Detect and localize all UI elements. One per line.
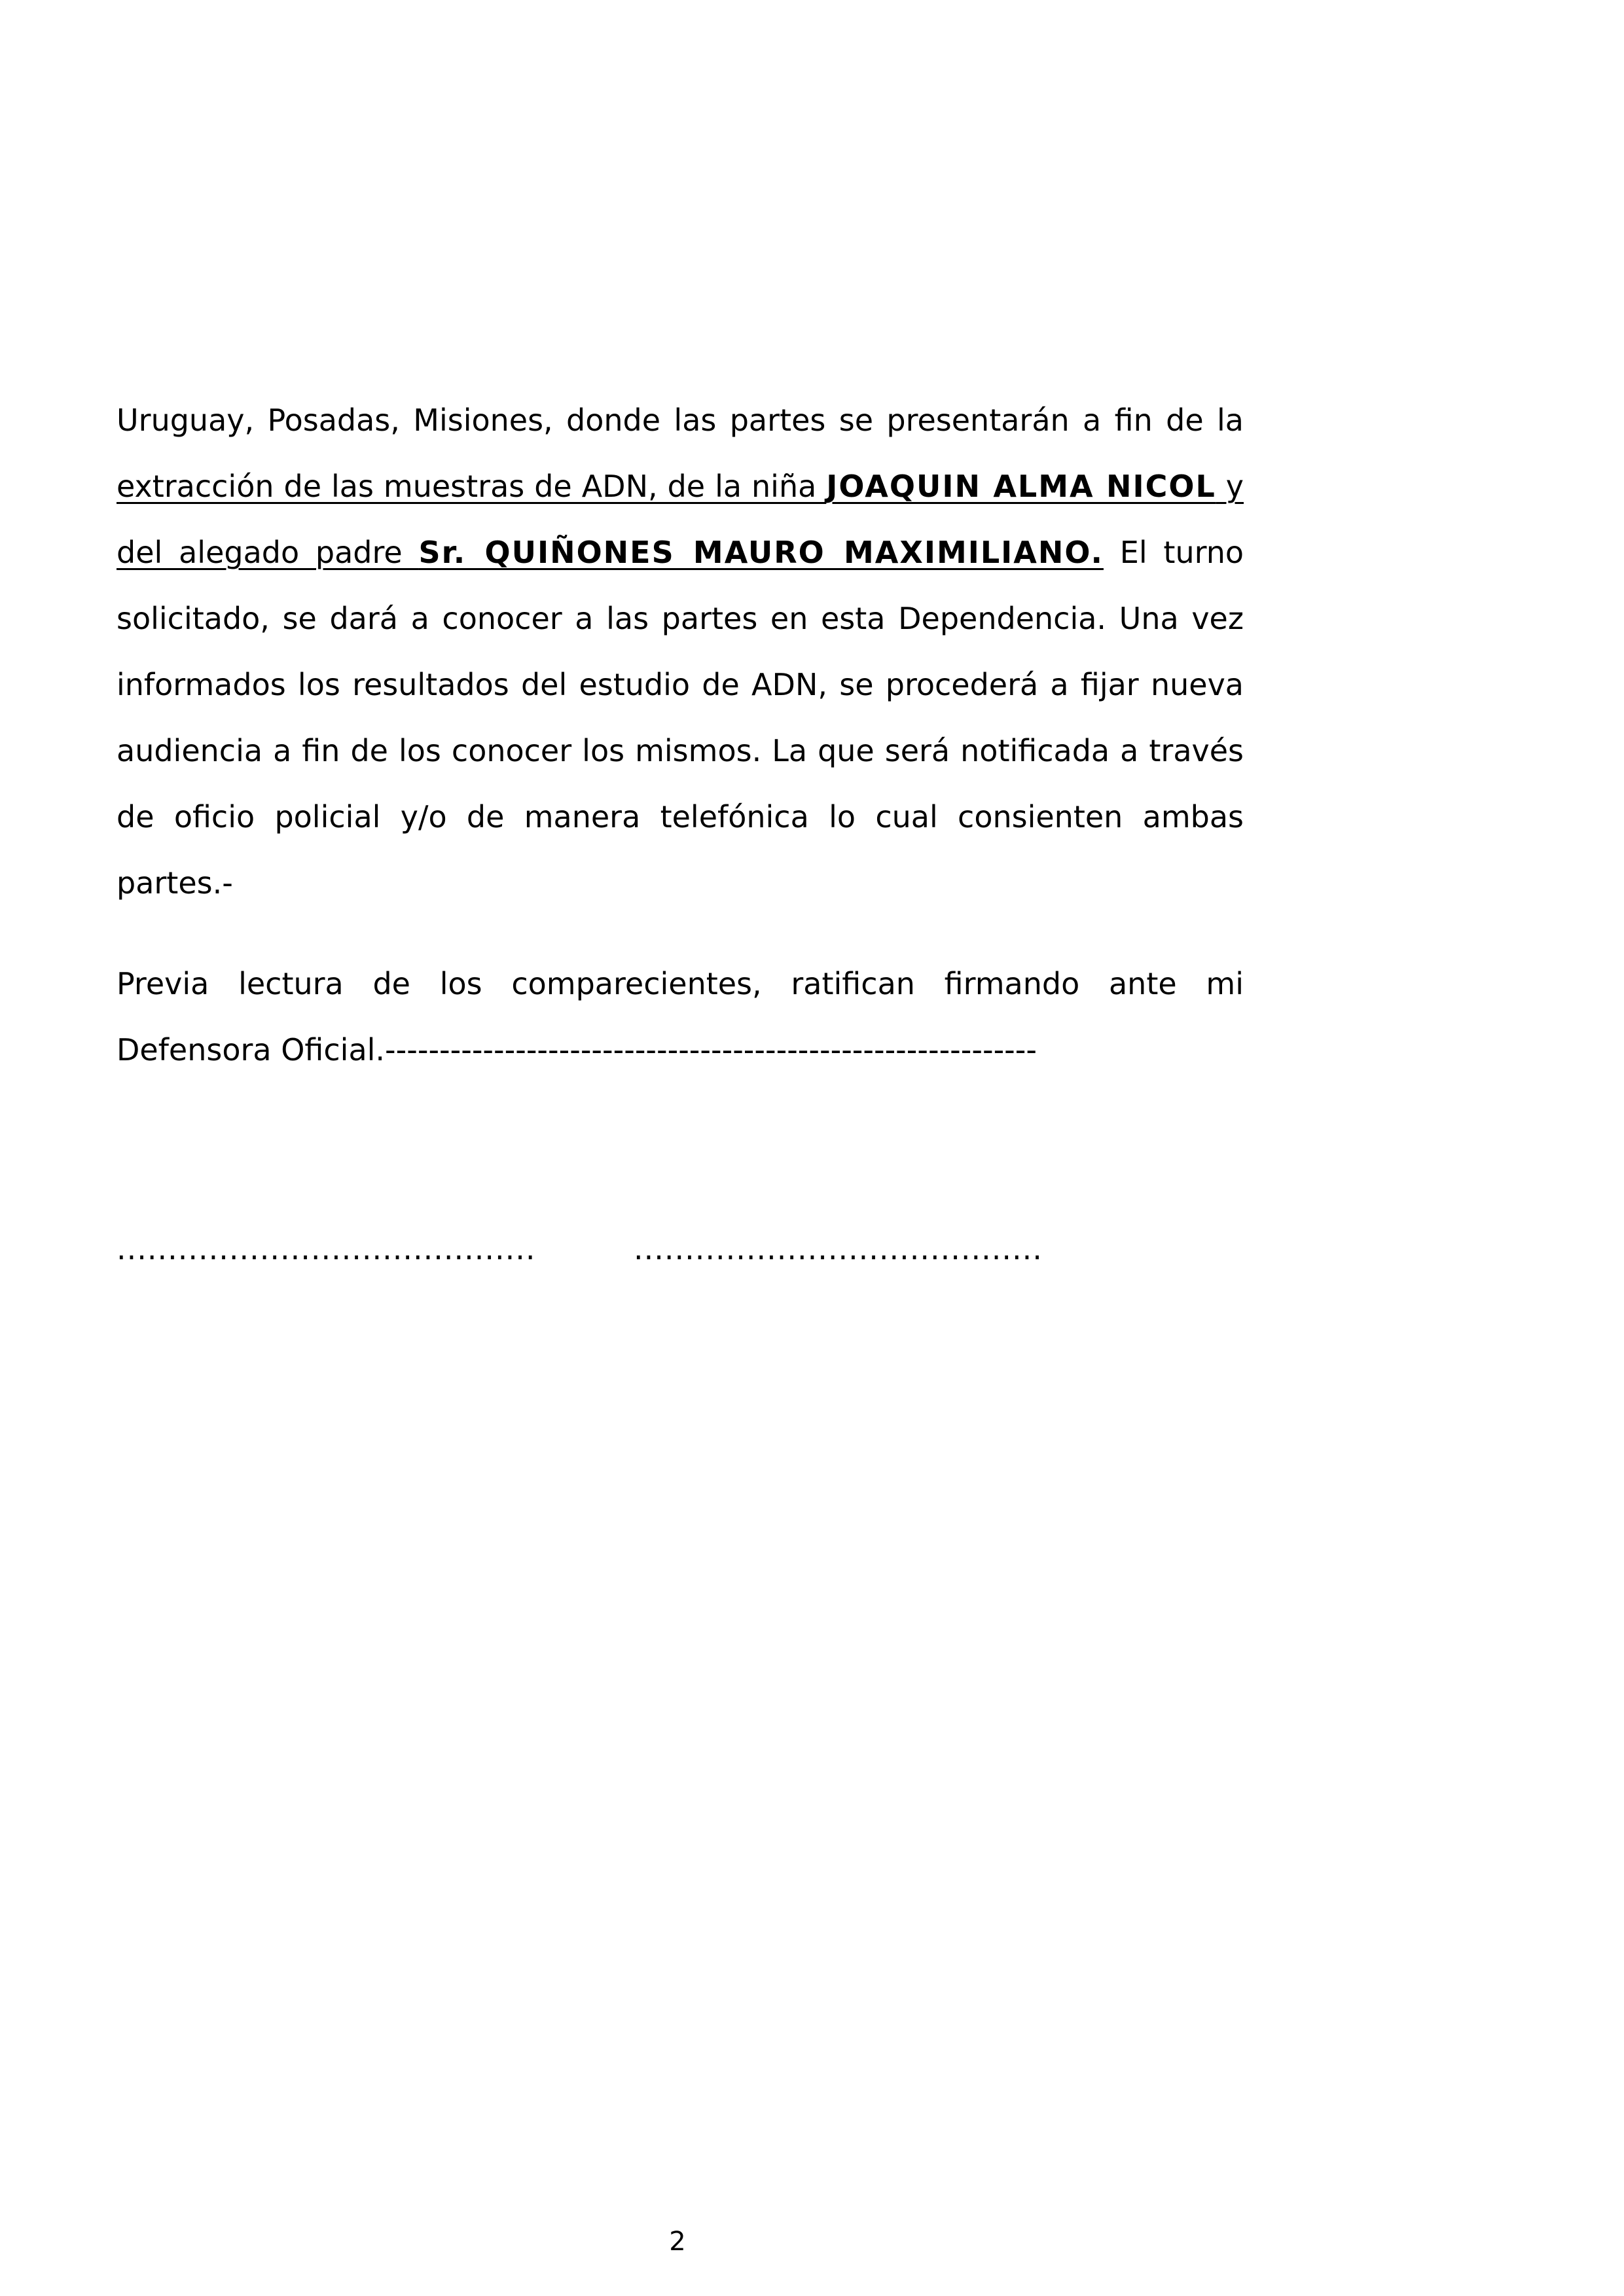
signature-line-right: ........................................ — [634, 1231, 1043, 1266]
paragraph-text: Uruguay, Posadas, Misiones, donde las partes se presentarán a fin de la — [117, 403, 1244, 438]
child-name: JOAQUIN ALMA NICOL — [826, 469, 1216, 504]
paragraph-text: El turno solicitado, se dará a conocer a las partes en esta Dependencia. Una vez informados los resultados del estudio de ADN, se procederá a fijar nueva audiencia a fin de los conocer los mismos. La que será notificada a través de oficio policial y/o de manera telefónica lo cual consienten ambas partes.- — [117, 535, 1244, 901]
page-number: 2 — [669, 2227, 686, 2257]
signature-line-left: ......................................... — [117, 1231, 536, 1266]
paragraph-appointment — [117, 387, 1244, 916]
underlined-text: y del alegado padre — [117, 469, 1244, 570]
father-name: Sr. QUIÑONES MAURO MAXIMILIANO. — [418, 535, 1104, 570]
paragraph-ratification: Previa lectura de los comparecientes, ratifican firmando ante mi Defensora Oficial.------------------------------------------------------------ — [117, 966, 1244, 1067]
underlined-text: extracción de las muestras de ADN, de la niña — [117, 469, 827, 504]
